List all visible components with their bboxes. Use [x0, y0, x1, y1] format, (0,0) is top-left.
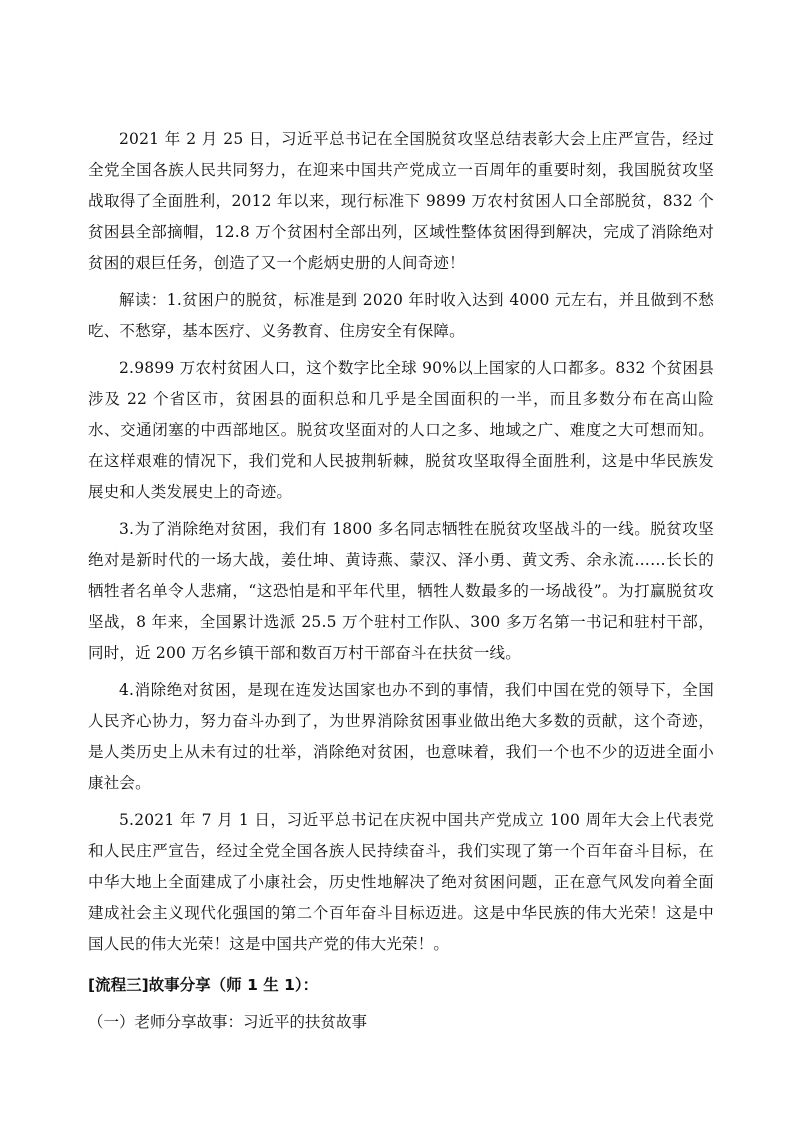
paragraph-interpretation-4: 4.消除绝对贫困，是现在连发达国家也办不到的事情，我们中国在党的领导下，全国人民齐心协力，努力奋斗办到了，为世界消除贫困事业做出绝大多数的贡献，这个奇迹，是人类历史上从未有过的壮举，消除绝对贫困，也意味着，我们一个也不少的迈进全面小康社会。 — [88, 681, 714, 792]
paragraph-announcement: 2021 年 2 月 25 日，习近平总书记在全国脱贫攻坚总结表彰大会上庄严宣告，经过全党全国各族人民共同努力，在迎来中国共产党成立一百周年的重要时刻，我国脱贫攻坚战取得了全面胜利，2012 年以来，现行标准下 9899 万农村贫困人口全部脱贫，832 个贫困县全部摘帽，12.8 万个贫困村全部出列，区域性整体贫困得到解决，完成了消除绝对贫困的艰巨任务，创造了又一个彪炳史册的人间奇迹！ — [88, 130, 714, 272]
paragraph-interpretation-2: 2.9899 万农村贫困人口，这个数字比全球 90%以上国家的人口都多。832 个贫困县涉及 22 个省区市，贫困县的面积总和几乎是全国面积的一半，而且多数分布在高山险水、交通闭塞的中西部地区。脱贫攻坚面对的人口之多、地域之广、难度之大可想而知。在这样艰难的情况下，我们党和人民披荆斩棘，脱贫攻坚取得全面胜利，这是中华民族发展史和人类发展史上的奇迹。 — [88, 359, 714, 501]
paragraph-interpretation-1: 解读：1.贫困户的脱贫，标准是到 2020 年时收入达到 4000 元左右，并且做到不愁吃、不愁穿，基本医疗、义务教育、住房安全有保障。 — [88, 291, 714, 340]
paragraph-interpretation-3: 3.为了消除绝对贫困，我们有 1800 多名同志牺牲在脱贫攻坚战斗的一线。脱贫攻坚绝对是新时代的一场大战，姜仕坤、黄诗燕、蒙汉、泽小勇、黄文秀、余永流……长长的牺牲者名单令人悲痛，“这恐怕是和平年代里，牺牲人数最多的一场战役”。为打赢脱贫攻坚战，8 年来，全国累计选派 25.5 万个驻村工作队、300 多万名第一书记和驻村干部，同时，近 200 万名乡镇干部和数百万村干部奋斗在扶贫一线。 — [88, 520, 714, 662]
section-subheading: （一）老师分享故事：习近平的扶贫故事 — [88, 1013, 368, 1031]
section-heading: [流程三]故事分享（师 1 生 1）： — [88, 976, 319, 994]
document-body — [88, 124, 714, 1038]
paragraph-interpretation-5: 5.2021 年 7 月 1 日，习近平总书记在庆祝中国共产党成立 100 周年大会上代表党和人民庄严宣告，经过全党全国各族人民持续奋斗，我们实现了第一个百年奋斗目标，在中华大地上全面建成了小康社会，历史性地解决了绝对贫困问题，正在意气风发向着全面建成社会主义现代化强国的第二个百年奋斗目标迈进。这是中华民族的伟大光荣！这是中国人民的伟大光荣！这是中国共产党的伟大光荣！。 — [88, 811, 714, 953]
